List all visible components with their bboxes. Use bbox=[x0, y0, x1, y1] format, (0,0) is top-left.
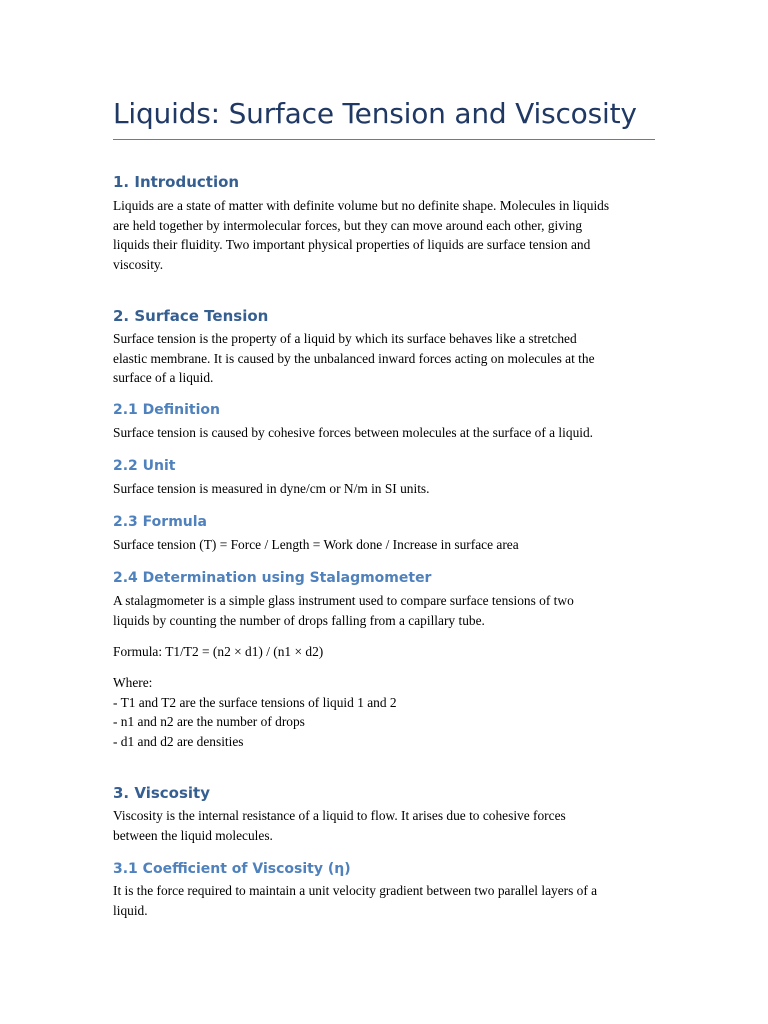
introduction-paragraph: Liquids are a state of matter with definite volume but no definite shape. Molecules in liquids are held together by intermolecular forces, but they can move around each other, giving liquids their fluidity. Two important physical properties of liquids are surface tension and viscosity. bbox=[113, 198, 610, 272]
section-heading-viscosity: 3. Viscosity bbox=[113, 784, 210, 802]
section-heading-surface-tension: 2. Surface Tension bbox=[113, 307, 269, 325]
subsection-heading-formula: 2.3 Formula bbox=[113, 514, 207, 530]
subsection-heading-coefficient-of-viscosity: 3.1 Coefficient of Viscosity (η) bbox=[113, 861, 351, 877]
section-heading-introduction: 1. Introduction bbox=[113, 173, 240, 191]
viscosity-paragraph: Viscosity is the internal resistance of a liquid to flow. It arises due to cohesive forces between the liquid molecules. bbox=[113, 808, 566, 843]
subsection-heading-unit: 2.2 Unit bbox=[113, 458, 176, 474]
formula-paragraph: Surface tension (T) = Force / Length = Work done / Increase in surface area bbox=[113, 537, 519, 552]
stalagmometer-formula: Formula: T1/T2 = (n2 × d1) / (n1 × d2) bbox=[113, 644, 324, 659]
subsection-heading-stalagmometer: 2.4 Determination using Stalagmometer bbox=[113, 570, 432, 586]
document-title: Liquids: Surface Tension and Viscosity bbox=[113, 97, 637, 130]
title-underline-rule bbox=[113, 139, 655, 140]
definition-paragraph: Surface tension is caused by cohesive forces between molecules at the surface of a liquid. bbox=[113, 425, 594, 440]
stalagmometer-paragraph: A stalagmometer is a simple glass instrument used to compare surface tensions of two liquids by counting the number of drops falling from a capillary tube. bbox=[113, 593, 574, 628]
coefficient-paragraph: It is the force required to maintain a unit velocity gradient between two parallel layers of a liquid. bbox=[113, 883, 598, 918]
subsection-heading-definition: 2.1 Definition bbox=[113, 402, 221, 418]
surface-tension-paragraph: Surface tension is the property of a liquid by which its surface behaves like a stretched elastic membrane. It is caused by the unbalanced inward forces acting on molecules at the surface of a liquid. bbox=[113, 331, 595, 385]
stalagmometer-variable-list: Where: - T1 and T2 are the surface tensions of liquid 1 and 2 - n1 and n2 are the number of drops - d1 and d2 are densities bbox=[113, 675, 397, 749]
unit-paragraph: Surface tension is measured in dyne/cm or N/m in SI units. bbox=[113, 481, 430, 496]
